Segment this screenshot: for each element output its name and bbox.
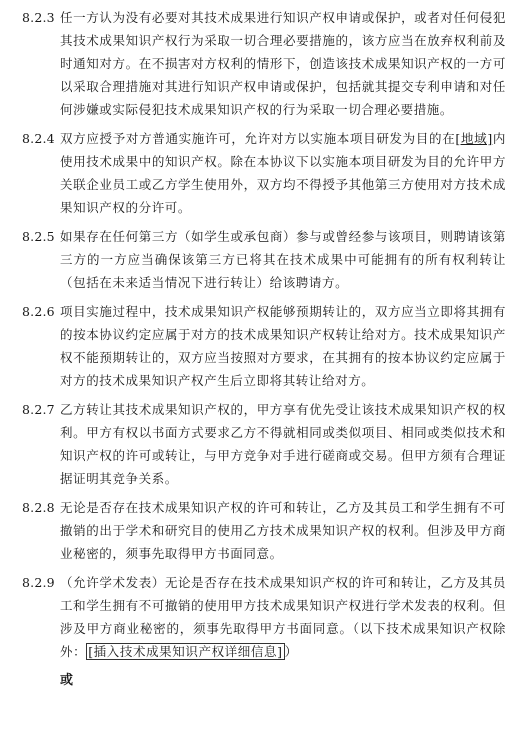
clause-text-after: ） [284, 644, 298, 659]
clause-8-2-6 [22, 300, 506, 392]
clause-text: 项目实施过程中，技术成果知识产权能够预期转让的，双方应当立即将其拥有的按本协议约定应属于对方的技术成果知识产权转让给对方。技术成果知识产权不能预期转让的，双方应当按照对方要求，在其拥有的按本协议约定应属于对方的技术成果知识产权产生后立即将其转让给对方。 [60, 304, 506, 388]
clause-8-2-3 [22, 6, 506, 121]
alternative-marker: 或 [60, 673, 74, 688]
clause-text-before: 双方应授予对方普通实施许可，允许对方以实施本项目研发为目的在 [60, 131, 456, 146]
clause-text: 如果存在任何第三方（如学生或承包商）参与或曾经参与该项目，则聘请该第三方的一方应当确保该第三方已将其在技术成果中可能拥有的所有权利转让（包括在未来适当情况下进行转让）给该聘请方。 [60, 229, 506, 290]
ip-details-placeholder: [插入技术成果知识产权详细信息] [88, 644, 283, 659]
clause-8-2-9 [22, 571, 506, 663]
clause-number: 8.2.8 [22, 500, 55, 515]
clause-text-before: （允许学术发表）无论是否存在技术成果知识产权的许可和转让，乙方及其员工和学生拥有不可撤销的使用甲方技术成果知识产权进行学术发表的权利。但涉及甲方商业秘密的，须事先取得甲方书面同意。（以下技术成果知识产权除外： [60, 575, 506, 659]
territory-placeholder: [地域] [455, 131, 493, 146]
clause-number: 8.2.9 [22, 575, 55, 590]
clause-number: 8.2.5 [22, 229, 55, 244]
clause-8-2-7 [22, 398, 506, 490]
clause-text: 无论是否存在技术成果知识产权的许可和转让，乙方及其员工和学生拥有不可撤销的出于学术和研究目的使用乙方技术成果知识产权的权利。但涉及甲方商业秘密的，须事先取得甲方书面同意。 [60, 500, 506, 561]
clause-number: 8.2.6 [22, 304, 55, 319]
clause-text: 任一方认为没有必要对其技术成果进行知识产权申请或保护，或者对任何侵犯其技术成果知识产权行为采取一切合理必要措施的，该方应当在放弃权利前及时通知对方。在不损害对方权利的情形下，创造该技术成果知识产权的一方可以采取合理措施对其进行知识产权申请或保护，包括就其提交专利申请和对任何涉嫌或实际侵犯技术成果知识产权的行为采取一切合理必要措施。 [60, 10, 506, 117]
clause-text [60, 571, 506, 663]
clause-text-after: 内使用技术成果中的知识产权。除在本协议下以实施本项目研发为目的允许甲方关联企业员工或乙方学生使用外，双方均不得授予其他第三方使用对方技术成果知识产权的分许可。 [60, 131, 506, 215]
clause-number: 8.2.3 [22, 10, 55, 25]
clause-8-2-4 [22, 127, 506, 219]
clause-8-2-8 [22, 496, 506, 565]
clause-number: 8.2.4 [22, 131, 55, 146]
clause-text: 乙方转让其技术成果知识产权的，甲方享有优先受让该技术成果知识产权的权利。甲方有权以书面方式要求乙方不得就相同或类似项目、相同或类似技术和知识产权的许可或转让，与甲方竞争对手进行磋商或交易。但甲方须有合理证据证明其竞争关系。 [60, 402, 506, 486]
clause-number: 8.2.7 [22, 402, 55, 417]
clause-8-2-5 [22, 225, 506, 294]
clause-text [60, 127, 506, 219]
